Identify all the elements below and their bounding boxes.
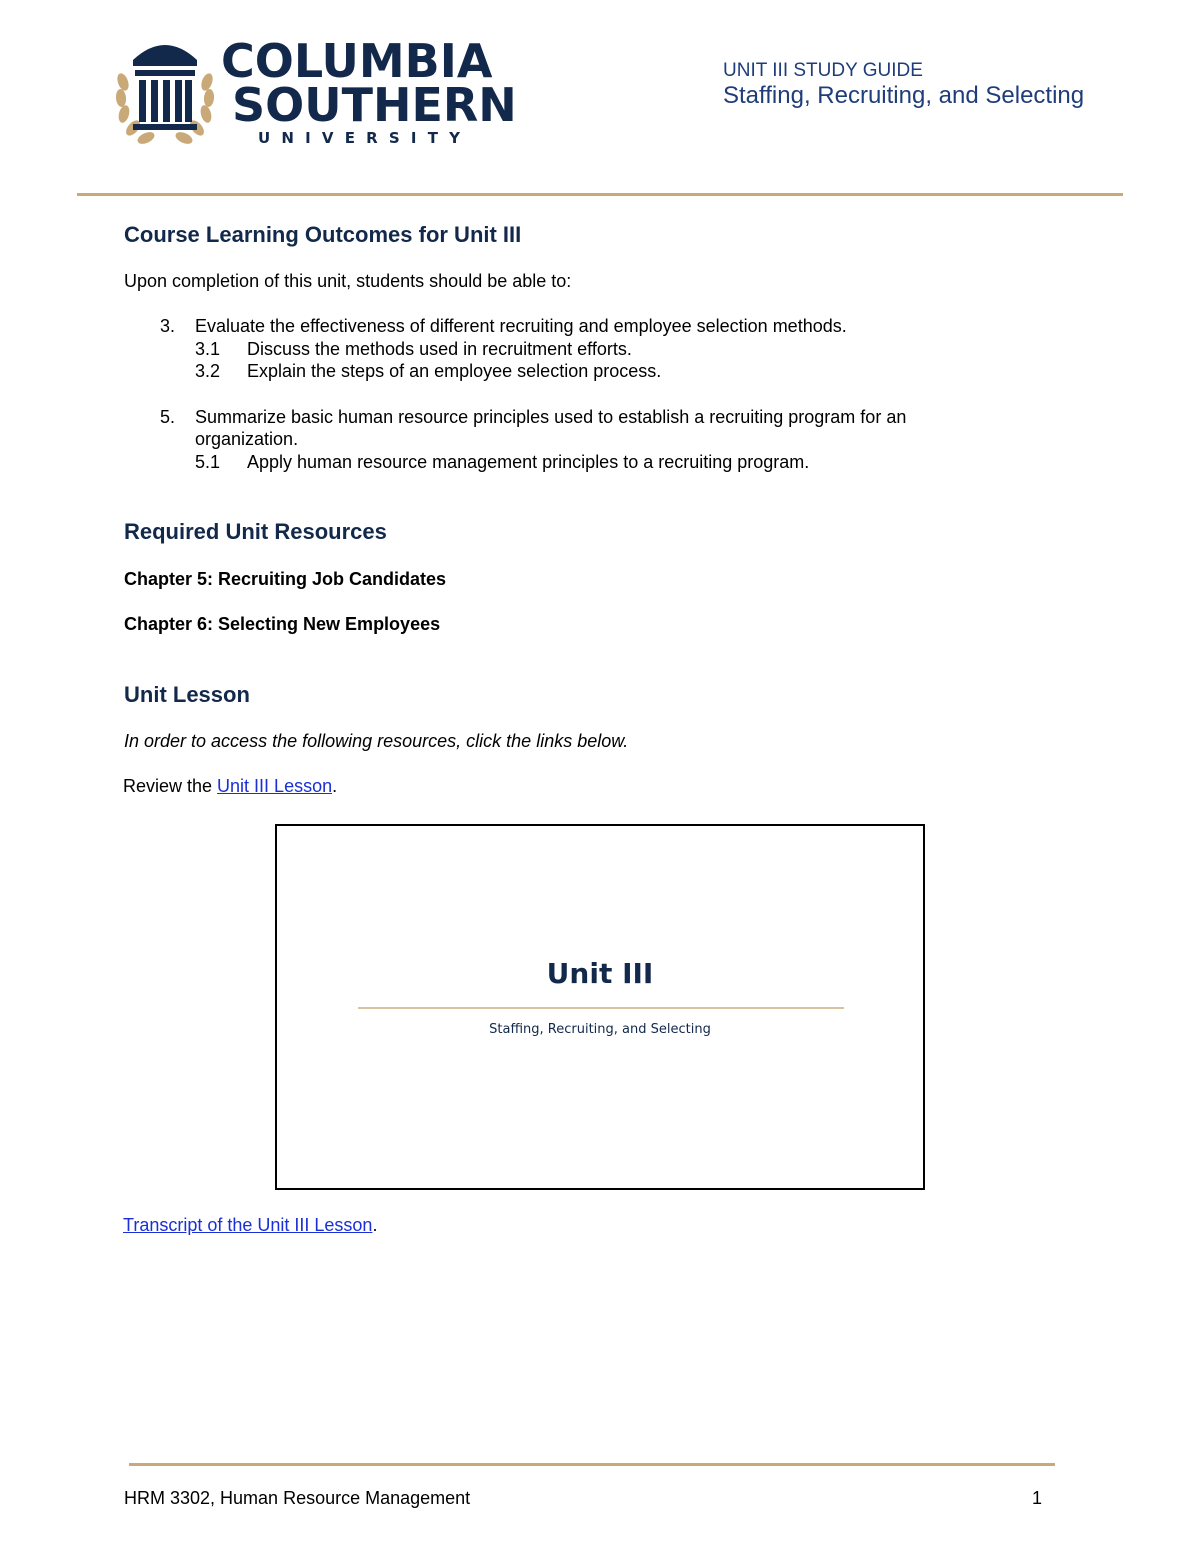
suboutcome-text: Apply human resource management principles to a recruiting program. [247,452,810,472]
suboutcome-number: 3.1 [195,339,221,359]
outcomes-intro: Upon completion of this unit, students should be able to: [124,271,572,291]
header-divider [77,193,1123,196]
footer-course: HRM 3302, Human Resource Management [124,1488,471,1508]
slide-divider [358,1007,844,1009]
outcome-text: Summarize basic human resource principles used to establish a recruiting program for an [195,407,907,427]
suboutcome-number: 5.1 [195,452,221,472]
outcome-text: Evaluate the effectiveness of different recruiting and employee selection methods. [195,316,847,336]
transcript-link[interactable]: Transcript of the Unit III Lesson [123,1215,373,1235]
suboutcome-text: Explain the steps of an employee selection process. [247,361,662,381]
lesson-instruction: In order to access the following resources, click the links below. [124,731,629,751]
review-line [123,776,337,797]
logo-wordmark-university: UNIVERSITY [258,129,472,147]
review-suffix: . [332,776,338,796]
logo-wordmark-southern: SOUTHERN [232,78,517,132]
logo-wordmark-columbia: COLUMBIA [221,34,493,88]
footer-divider [129,1463,1055,1466]
transcript-suffix: . [372,1215,378,1235]
unit-lesson-link[interactable]: Unit III Lesson [217,776,333,796]
outcomes-heading: Course Learning Outcomes for Unit III [124,222,522,247]
page-number: 1 [1032,1488,1043,1508]
slide-subtitle: Staffing, Recruiting, and Selecting [489,1022,711,1037]
outcome-number: 3. [160,316,176,336]
outcome-number: 5. [160,407,176,427]
university-seal-icon [113,30,217,148]
slide-title: Unit III [546,957,654,990]
chapter-item: Chapter 5: Recruiting Job Candidates [124,569,447,589]
outcome-text-continued: organization. [195,429,299,449]
suboutcome-text: Discuss the methods used in recruitment efforts. [247,339,632,359]
lesson-heading: Unit Lesson [124,682,250,707]
review-prefix: Review the [123,776,218,796]
study-guide-label: UNIT III STUDY GUIDE [723,60,923,81]
chapter-item: Chapter 6: Selecting New Employees [124,614,441,634]
transcript-line [123,1215,377,1236]
suboutcome-number: 3.2 [195,361,221,381]
resources-heading: Required Unit Resources [124,519,387,544]
study-guide-subtitle: Staffing, Recruiting, and Selecting [723,82,1085,109]
lesson-video-frame[interactable] [275,824,925,1190]
